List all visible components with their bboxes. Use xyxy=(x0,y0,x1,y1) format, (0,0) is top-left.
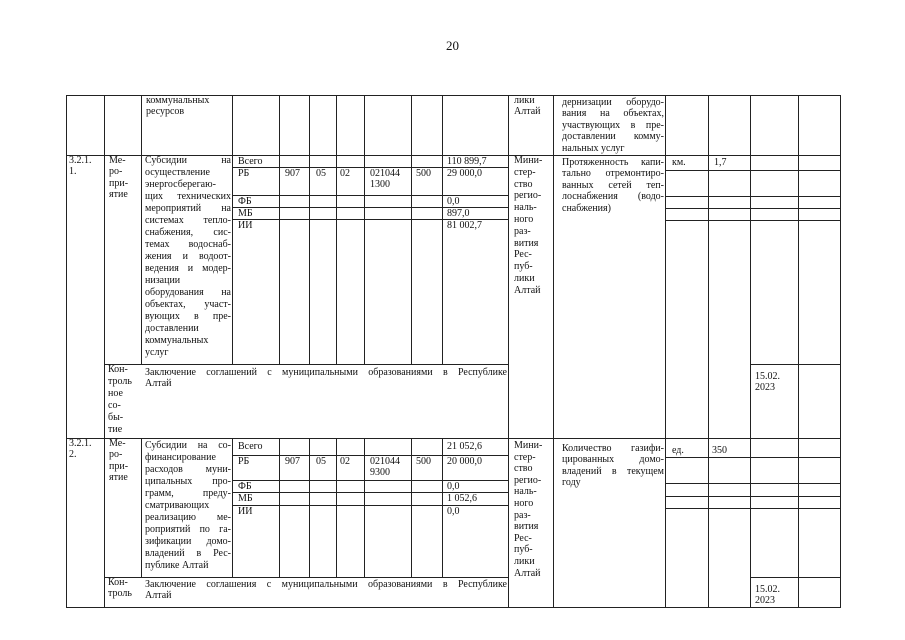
indicator-cell xyxy=(562,157,664,214)
description-cell-line: ресурсов xyxy=(146,106,185,117)
value-cell: 1,7 xyxy=(714,157,727,168)
funding-gr: 907 xyxy=(285,168,300,179)
grid-line xyxy=(665,95,666,608)
indicator-cell-line: Протяженность капи- xyxy=(562,157,664,168)
control-event-description xyxy=(145,367,507,390)
funding-csr: 021044 1300 xyxy=(370,168,400,191)
row-divider xyxy=(66,438,841,439)
description-cell-line: оборудования на xyxy=(145,287,231,298)
description-cell xyxy=(146,95,236,117)
funding-source: ФБ xyxy=(238,481,252,492)
row-type-line: ро- xyxy=(109,449,123,461)
funding-rz: 05 xyxy=(316,168,326,179)
description-cell-line: низации xyxy=(145,275,181,286)
description-cell xyxy=(145,155,231,359)
executor-cell-line: ство xyxy=(514,178,533,190)
description-cell-line: жения и водоот- xyxy=(145,251,231,262)
table-left-border xyxy=(66,95,67,608)
indicator-row-line xyxy=(665,508,841,509)
grid-line xyxy=(364,438,365,578)
funding-amount: 0,0 xyxy=(447,481,460,492)
description-cell-line: ципальных про- xyxy=(145,476,231,487)
funding-amount: 20 000,0 xyxy=(447,456,482,467)
funding-amount: 21 052,6 xyxy=(447,441,482,452)
description-cell-line: щих технических xyxy=(145,191,231,202)
grid-line xyxy=(279,95,280,365)
funding-amount: 81 002,7 xyxy=(447,220,482,231)
indicator-cell-line: ванных сетей теп- xyxy=(562,179,664,191)
row-divider xyxy=(232,577,509,578)
description-cell-line: грамм, преду- xyxy=(145,488,231,499)
control-event-description-line: Алтай xyxy=(145,590,172,602)
funding-source: РБ xyxy=(238,168,250,179)
grid-line xyxy=(232,95,233,365)
funding-row-line xyxy=(232,505,509,506)
row-number-line: 1. xyxy=(69,166,77,177)
executor-cell-line: лики xyxy=(514,555,535,567)
funding-source: Всего xyxy=(238,156,263,167)
row-type xyxy=(109,155,139,201)
unit-cell: км. xyxy=(672,157,686,168)
description-cell-line: публике Алтай xyxy=(145,560,209,571)
executor-cell-line: раз- xyxy=(514,509,531,521)
indicator-row-line xyxy=(665,220,841,221)
indicator-cell-line: владений в текущем xyxy=(562,465,664,477)
row-type-line: ятие xyxy=(109,472,128,484)
executor-cell-line: стер- xyxy=(514,166,536,178)
indicator-row-line xyxy=(665,483,841,484)
grid-line xyxy=(411,95,412,365)
funding-vr: 500 xyxy=(416,456,431,467)
description-cell-line: системах тепло- xyxy=(145,215,231,226)
indicator-row-line xyxy=(665,496,841,497)
control-event-description-line: Заключение соглашений с муниципальными образованиями в Республике xyxy=(145,367,507,378)
executor-cell xyxy=(514,440,554,579)
funding-source: РБ xyxy=(238,456,250,467)
executor-cell-line: раз- xyxy=(514,225,531,237)
row-number-line: 3.2.1. xyxy=(69,438,92,449)
description-cell-line: вующих в пре- xyxy=(145,311,231,322)
description-cell-line: объектах, участ- xyxy=(145,299,231,310)
executor-cell-line: лики xyxy=(514,95,535,106)
control-event-date xyxy=(755,371,795,393)
row-type-line: бы- xyxy=(108,412,124,424)
table-bottom-border xyxy=(66,607,841,608)
funding-source: МБ xyxy=(238,208,253,219)
control-event-date-line: 15.02. xyxy=(755,371,780,382)
funding-source: ИИ xyxy=(238,220,253,231)
page-number: 20 xyxy=(446,38,459,53)
indicator-cell-line: нальных услуг xyxy=(562,142,625,154)
description-cell-line: энергосберегаю- xyxy=(145,179,216,190)
indicator-cell-line: лоснабжения (водо- xyxy=(562,191,664,203)
indicator-cell-line: тально отремонтиро- xyxy=(562,168,664,180)
funding-pr: 02 xyxy=(340,456,350,467)
executor-cell-line: наль- xyxy=(514,202,537,214)
control-event-description-line: Алтай xyxy=(145,378,172,390)
executor-cell-line: ство xyxy=(514,463,533,475)
row-type-line: Кон- xyxy=(108,364,128,375)
indicator-cell-line: цированных домо- xyxy=(562,454,664,466)
control-event-date-line: 2023 xyxy=(755,382,775,393)
row-divider xyxy=(232,364,509,365)
description-cell-line: коммунальных xyxy=(145,335,209,346)
funding-source: ИИ xyxy=(238,506,253,517)
grid-line xyxy=(336,438,337,578)
grid-line xyxy=(798,95,799,608)
grid-line xyxy=(411,438,412,578)
description-cell-line: услуг xyxy=(145,347,169,358)
executor-cell xyxy=(514,95,554,117)
funding-source: Всего xyxy=(238,441,263,452)
indicator-cell-line: участвующих в пре- xyxy=(562,119,664,131)
executor-cell-line: Рес- xyxy=(514,249,532,261)
description-cell-line: роприятий по га- xyxy=(145,524,231,535)
indicator-row-line xyxy=(665,457,841,458)
grid-line xyxy=(309,95,310,365)
row-type-line: Ме- xyxy=(109,438,126,449)
description-cell-line: сматривающих xyxy=(145,500,210,511)
grid-line xyxy=(708,95,709,608)
executor-cell-line: ного xyxy=(514,497,534,509)
executor-cell-line: вития xyxy=(514,521,539,533)
executor-cell-line: стер- xyxy=(514,451,536,463)
grid-line xyxy=(750,95,751,608)
value-cell: 350 xyxy=(712,445,727,456)
description-cell-line: мероприятий на xyxy=(145,203,231,214)
row-type-line: со- xyxy=(108,400,121,412)
grid-line xyxy=(309,438,310,578)
funding-source: ФБ xyxy=(238,196,252,207)
row-type xyxy=(108,364,142,437)
executor-cell-line: пуб- xyxy=(514,544,533,556)
executor-cell-line: регио- xyxy=(514,474,542,486)
funding-row-line xyxy=(232,480,509,481)
indicator-row-line xyxy=(665,170,841,171)
funding-amount: 0,0 xyxy=(447,196,460,207)
indicator-row-line xyxy=(665,196,841,197)
row-divider xyxy=(750,364,841,365)
indicator-cell-line: доставлении комму- xyxy=(562,131,664,143)
row-divider xyxy=(750,577,841,578)
grid-line xyxy=(141,438,142,578)
unit-cell: ед. xyxy=(672,445,684,456)
description-cell-line: финансирование xyxy=(145,452,216,463)
description-cell-line: Субсидии на со- xyxy=(145,440,231,451)
grid-line xyxy=(508,95,509,608)
indicator-cell-line: снабжения) xyxy=(562,202,611,214)
row-number-line: 3.2.1. xyxy=(69,155,92,166)
executor-cell-line: Мини- xyxy=(514,440,543,451)
grid-line xyxy=(104,95,105,608)
row-number xyxy=(69,438,103,460)
indicator-cell xyxy=(562,443,664,489)
row-type-line: Кон- xyxy=(108,577,128,588)
executor-cell xyxy=(514,155,554,297)
grid-line xyxy=(336,95,337,365)
executor-cell-line: Алтай xyxy=(514,106,541,117)
indicator-cell-line: вания на объектах, xyxy=(562,108,664,120)
funding-source: МБ xyxy=(238,493,253,504)
executor-cell-line: лики xyxy=(514,272,535,284)
funding-vr: 500 xyxy=(416,168,431,179)
funding-amount: 110 899,7 xyxy=(447,156,487,167)
executor-cell-line: пуб- xyxy=(514,261,533,273)
funding-row-line xyxy=(232,195,509,196)
description-cell-line: расходов муни- xyxy=(145,464,231,475)
grid-line xyxy=(279,438,280,578)
grid-line xyxy=(141,95,142,156)
row-number xyxy=(69,155,103,177)
funding-amount: 897,0 xyxy=(447,208,470,219)
description-cell-line: Субсидии на xyxy=(145,155,231,166)
executor-cell-line: наль- xyxy=(514,486,537,498)
description-cell-line: владений в Рес- xyxy=(145,548,231,559)
description-cell-line: снабжения, сис- xyxy=(145,227,231,238)
description-cell-line: зификации домо- xyxy=(145,536,231,547)
indicator-cell-line: дернизации оборудо- xyxy=(562,97,664,108)
control-event-date-line: 15.02. xyxy=(755,584,780,595)
executor-cell-line: Рес- xyxy=(514,532,532,544)
row-type-line: при- xyxy=(109,177,129,189)
row-type xyxy=(108,577,142,600)
description-cell-line: доставлении xyxy=(145,323,199,334)
description-cell-line: коммунальных xyxy=(146,95,210,106)
funding-amount: 0,0 xyxy=(447,506,460,517)
row-type-line: троль xyxy=(108,588,132,600)
row-type-line: ятие xyxy=(109,189,128,201)
row-type-line: Ме- xyxy=(109,155,126,166)
grid-line xyxy=(442,95,443,365)
description-cell xyxy=(145,440,231,572)
control-event-date xyxy=(755,584,795,606)
control-event-description-line: Заключение соглашения с муниципальными образованиями в Республике xyxy=(145,579,507,590)
control-event-description xyxy=(145,579,507,602)
table-right-border xyxy=(840,95,841,608)
funding-rz: 05 xyxy=(316,456,326,467)
funding-amount: 1 052,6 xyxy=(447,493,477,504)
row-type-line: троль xyxy=(108,376,132,388)
funding-csr: 021044 9300 xyxy=(370,456,400,479)
indicator-cell xyxy=(562,97,664,154)
executor-cell-line: Алтай xyxy=(514,284,541,296)
executor-cell-line: Мини- xyxy=(514,155,543,166)
row-type-line: тие xyxy=(108,424,123,436)
row-type-line: ро- xyxy=(109,166,123,178)
grid-line xyxy=(141,155,142,365)
indicator-row-line xyxy=(665,208,841,209)
row-type-line: при- xyxy=(109,460,129,472)
executor-cell-line: регио- xyxy=(514,190,542,202)
description-cell-line: осуществление xyxy=(145,167,210,178)
description-cell-line: ведения и модер- xyxy=(145,263,231,274)
grid-line xyxy=(364,95,365,365)
executor-cell-line: вития xyxy=(514,237,539,249)
grid-line xyxy=(232,438,233,578)
row-number-line: 2. xyxy=(69,449,77,460)
grid-line xyxy=(442,438,443,578)
description-cell-line: реализацию ме- xyxy=(145,512,231,523)
funding-pr: 02 xyxy=(340,168,350,179)
executor-cell-line: Алтай xyxy=(514,567,541,579)
control-event-date-line: 2023 xyxy=(755,595,775,606)
executor-cell-line: ного xyxy=(514,213,534,225)
funding-amount: 29 000,0 xyxy=(447,168,482,179)
indicator-cell-line: Количество газифи- xyxy=(562,443,664,454)
description-cell-line: темах водоснаб- xyxy=(145,239,231,250)
row-type xyxy=(109,438,139,484)
row-type-line: ное xyxy=(108,388,123,400)
indicator-cell-line: году xyxy=(562,477,581,489)
funding-gr: 907 xyxy=(285,456,300,467)
